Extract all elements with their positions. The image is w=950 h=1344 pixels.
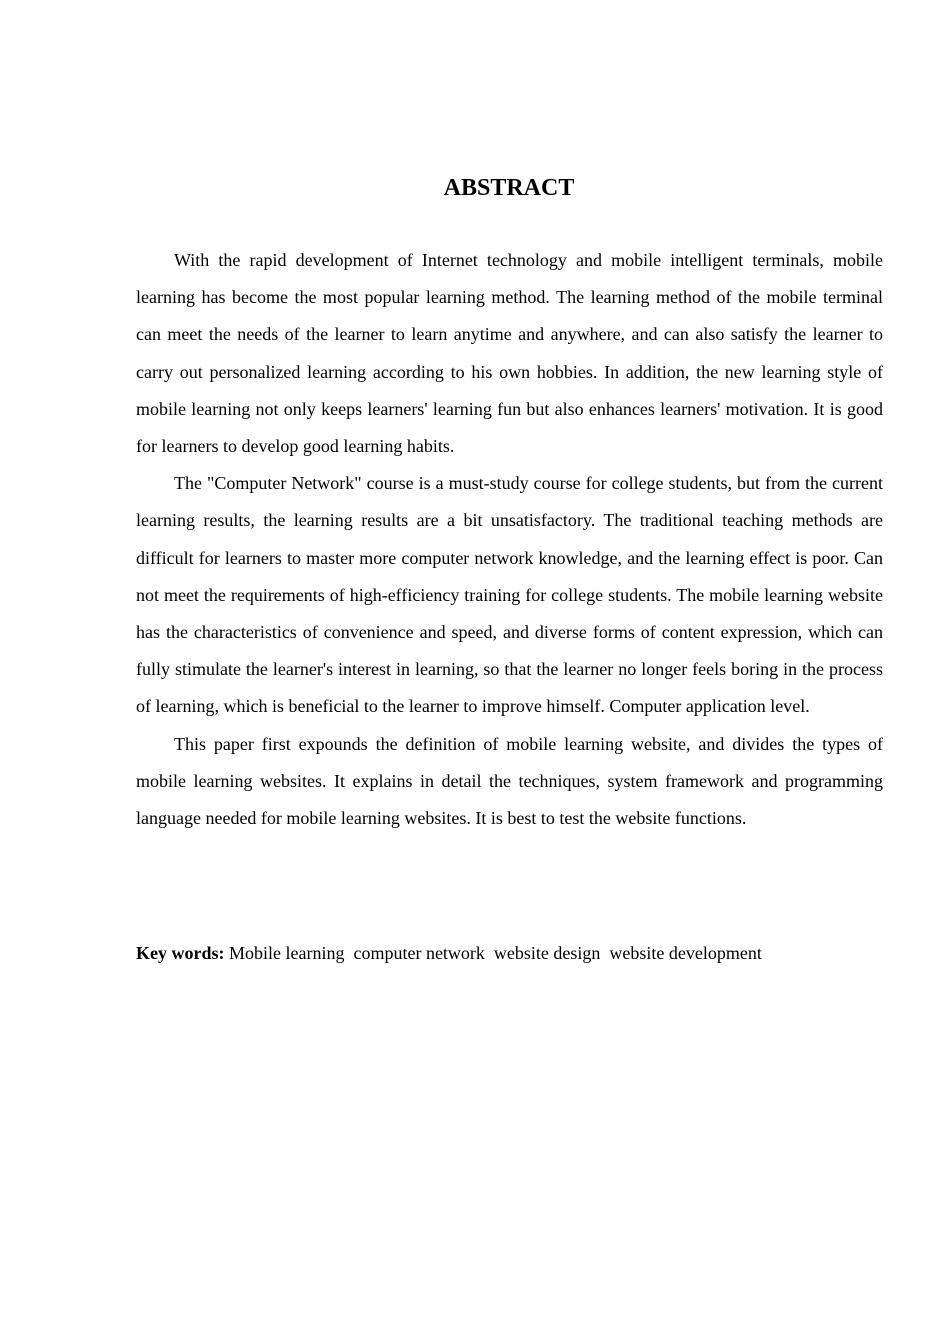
abstract-title: ABSTRACT — [443, 175, 575, 201]
abstract-paragraph-1: With the rapid development of Internet technology and mobile intelligent terminals, mobile learning has become the most popular learning method. The learning method of the mobile terminal can meet the needs of the learner to learn anytime and anywhere, and can also satisfy the learner to carry out personalized learning according to his own hobbies. In addition, the new learning style of mobile learning not only keeps learners' learning fun but also enhances learners' motivation. It is good for learners to develop good learning habits. — [136, 250, 883, 457]
keywords-list: Mobile learning computer network website design website development — [224, 943, 762, 963]
abstract-body — [136, 242, 883, 837]
abstract-paragraph-2: The "Computer Network" course is a must-study course for college students, but from the current learning results, the learning results are a bit unsatisfactory. The traditional teaching methods are difficult for learners to master more computer network knowledge, and the learning effect is poor. Can not meet the requirements of high-efficiency training for college students. The mobile learning website has the characteristics of convenience and speed, and diverse forms of content expression, which can fully stimulate the learner's interest in learning, so that the learner no longer feels boring in the process of learning, which is beneficial to the learner to improve himself. Computer application level. — [136, 473, 883, 717]
keywords-label: Key words: — [136, 943, 225, 963]
abstract-paragraph-3: This paper first expounds the definition of mobile learning website, and divides the types of mobile learning websites. It explains in detail the techniques, system framework and programming language needed for mobile learning websites. It is best to test the website functions. — [136, 733, 883, 829]
keywords-line — [136, 940, 896, 966]
